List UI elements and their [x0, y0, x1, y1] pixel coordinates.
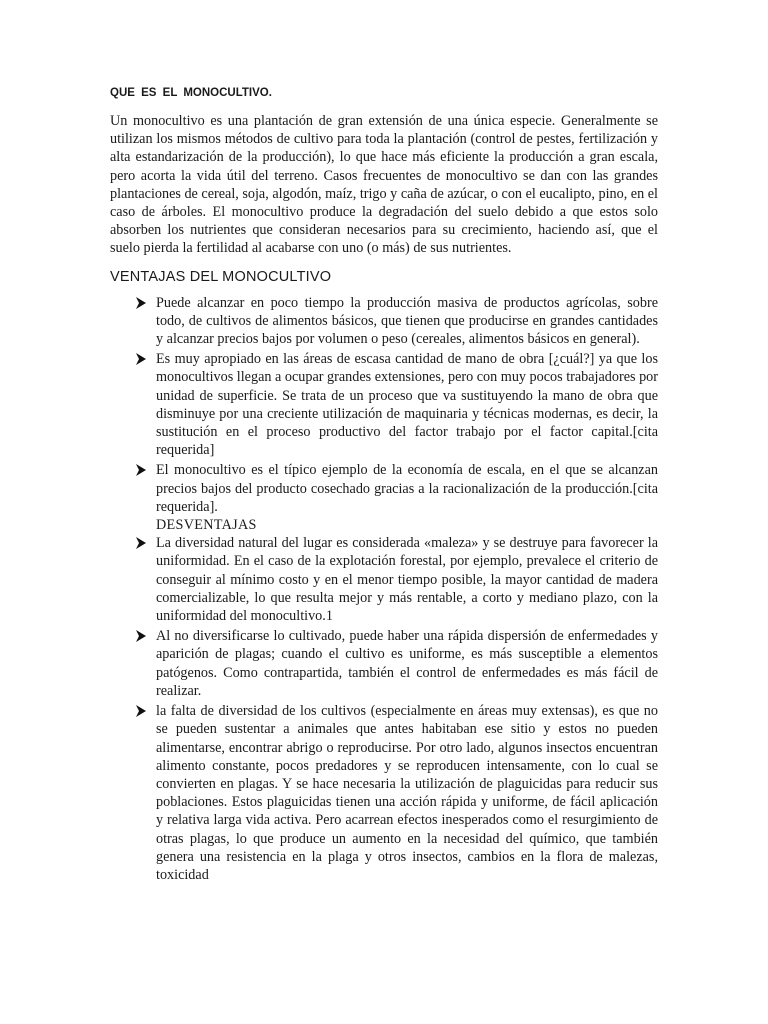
intro-paragraph: Un monocultivo es una plantación de gran extensión de una única especie. Generalmente se utilizan los mismos métodos de cultivo para toda la plantación (control de pestes, fertilización y alta estandarización de la producción), lo que hace más eficiente la producción a gran escala, pero acorta la vida útil del terreno. Casos frecuentes de monocultivo se dan con las grandes plantaciones de cereal, soja, algodón, maíz, trigo y caña de azúcar, o con el eucalipto, pino, en el caso de árboles. El monocultivo produce la degradación del suelo debido a que estos solo absorben los nutrientes que consideran necesarios para su crecimiento, haciendo así, que el suelo pierda la fertilidad al acabarse con uno (o más) de sus nutrientes.	[110, 113, 658, 257]
list-item-text: Puede alcanzar en poco tiempo la producción masiva de productos agrícolas, sobre todo, de cultivos de alimentos básicos, que tienen que producirse en grandes cantidades y alcanzar precios bajos por volumen o peso (cereales, alimentos básicos en general).	[156, 294, 658, 348]
arrowhead-bullet-icon	[134, 627, 148, 645]
list-item-text: La diversidad natural del lugar es considerada «maleza» y se destruye para favorecer la uniformidad. En el caso de la explotación forestal, por ejemplo, prevalece el criterio de conseguir al mínimo costo y en el menor tiempo posible, la mayor cantidad de madera comercializable, lo que resulta mejor y más rentable, a corto y mediano plazo, con la uniformidad del monocultivo.1	[156, 535, 658, 625]
document-page	[110, 84, 658, 886]
list-item	[156, 294, 658, 349]
list-item	[156, 534, 658, 625]
ventajas-heading: VENTAJAS DEL MONOCULTIVO	[110, 268, 332, 285]
ventajas-list	[110, 294, 658, 516]
list-item	[156, 350, 658, 459]
list-item	[156, 461, 658, 516]
list-item-text: Es muy apropiado en las áreas de escasa cantidad de mano de obra [¿cuál?] ya que los monocultivos llegan a ocupar grandes extensiones, pero con muy pocos trabajadores por unidad de superficie. Se trata de un proceso que va sustituyendo la mano de obra que disminuye por una creciente utilización de maquinaria y técnicas modernas, es decir, la sustitución en el proceso productivo del factor trabajo por el factor capital.[cita requerida]	[156, 351, 658, 459]
list-item-text: Al no diversificarse lo cultivado, puede haber una rápida dispersión de enfermedades y aparición de plagas; cuando el cultivo es uniforme, es más susceptible a elementos patógenos. Como contrapartida, también el control de enfermedades es más fácil de realizar.	[156, 628, 658, 699]
document-title: QUE ES EL MONOCULTIVO.	[110, 87, 272, 99]
list-item	[156, 702, 658, 884]
arrowhead-bullet-icon	[134, 461, 148, 479]
arrowhead-bullet-icon	[134, 702, 148, 720]
arrowhead-bullet-icon	[134, 294, 148, 312]
list-item-text: El monocultivo es el típico ejemplo de la economía de escala, en el que se alcanzan precios bajos del producto cosechado gracias a la racionalización de la producción.[cita requerida].	[156, 462, 658, 515]
list-item	[156, 627, 658, 700]
desventajas-list	[110, 534, 658, 884]
list-item-text: la falta de diversidad de los cultivos (especialmente en áreas muy extensas), es que no se pueden sustentar a animales que antes habitaban ese sitio y estos no pueden alimentarse, encontrar abrigo o reproducirse. Por otro lado, algunos insectos encuentran alimento constante, pocos predadores y se reproducen intensamente, con lo cual se convierten en plagas. Y se hace necesaria la utilización de plaguicidas para reducir sus poblaciones. Estos plaguicidas tienen una acción rápida y uniforme, de fácil aplicación y relativa larga vida activa. Pero acarrean efectos inesperados como el resurgimiento de otras plagas, lo que produce un aumento en la necesidad del químico, que también genera una resistencia en la plaga y otros insectos, cambios en la flora de malezas, toxicidad	[156, 703, 658, 883]
desventajas-heading: DESVENTAJAS	[156, 517, 257, 534]
arrowhead-bullet-icon	[134, 534, 148, 552]
arrowhead-bullet-icon	[134, 350, 148, 368]
